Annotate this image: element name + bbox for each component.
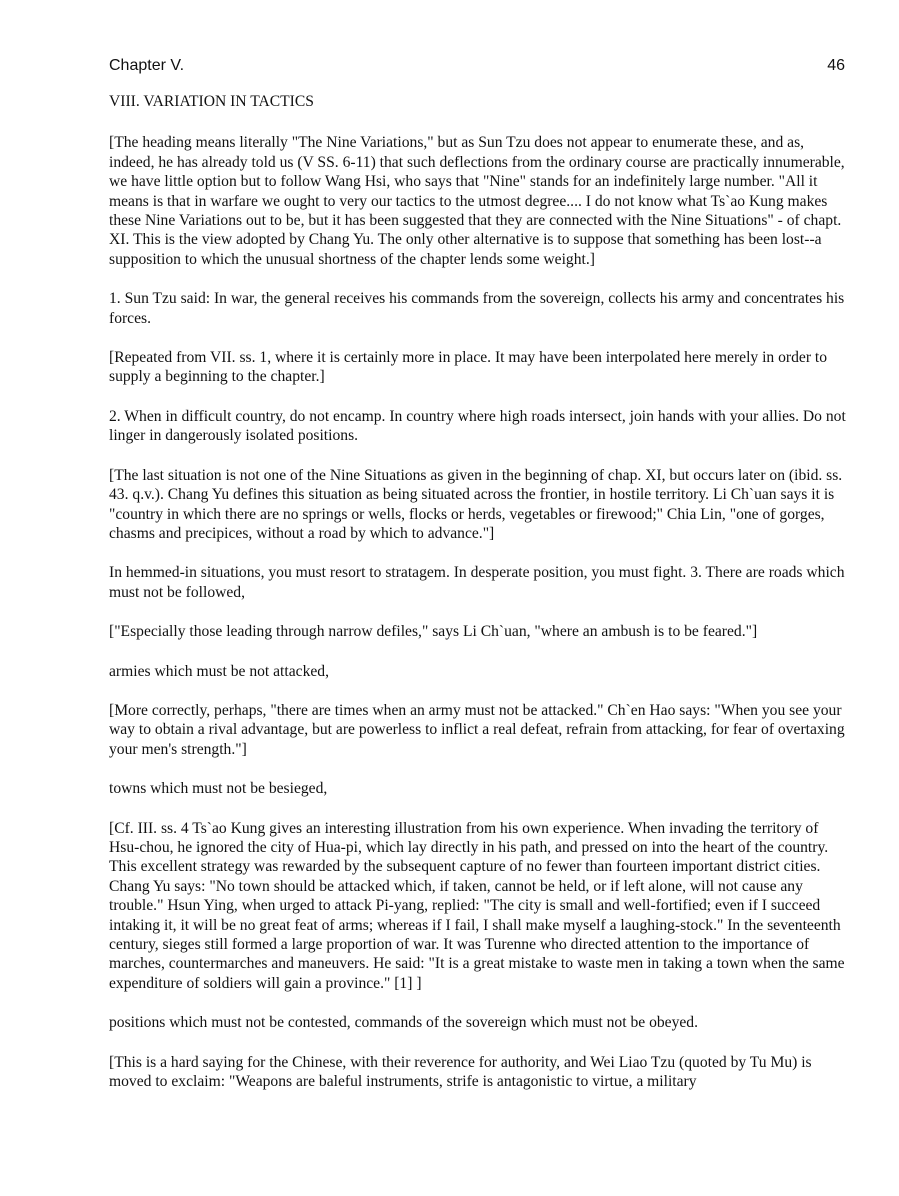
paragraph-verse-positions: positions which must not be contested, commands of the sovereign which must not be obeyed.: [109, 1014, 698, 1032]
paragraph-verse-3: In hemmed-in situations, you must resort to stratagem. In desperate position, you must fight. 3. There are roads which must not be followed,: [109, 564, 845, 601]
page-header: [109, 57, 845, 79]
paragraph-verse-1: 1. Sun Tzu said: In war, the general receives his commands from the sovereign, collects his army and concentrates his forces.: [109, 290, 845, 327]
paragraph-verse-2: 2. When in difficult country, do not encamp. In country where high roads intersect, join hands with your allies. Do not linger in dangerously isolated positions.: [109, 407, 846, 445]
paragraph-commentary-2: [The last situation is not one of the Nine Situations as given in the beginning of chap. XI, but occurs later on (ibid. ss. 43. q.v.). Chang Yu defines this situation as being situated across the frontier, in hostile territory. Li Ch`uan says it is "country in which there are no springs or wells, flocks or herds, vegetables or firewood;" Chia Lin, "one of gorges, chasms and precipices, without a road by which to advance."]: [109, 466, 843, 542]
paragraph-commentary-1: [Repeated from VII. ss. 1, where it is certainly more in place. It may have been interpolated here merely in order to supply a beginning to the chapter.]: [109, 349, 828, 386]
document-body: [109, 92, 849, 1111]
paragraph-verse-towns: towns which must not be besieged,: [109, 780, 328, 798]
paragraph-commentary-towns: [Cf. III. ss. 4 Ts`ao Kung gives an interesting illustration from his own experience. When invading the territory of Hsu-chou, he ignored the city of Hua-pi, which lay directly in his path, and pressed on into the heart of the country. This excellent strategy was rewarded by the subsequent capture of no fewer than fourteen important district cities. Chang Yu says: "No town should be attacked which, if taken, cannot be held, or if left alone, will not cause any trouble." Hsun Ying, when urged to attack Pi-yang, replied: "The city is small and well-fortified; even if I succeed intaking it, it will be no great feat of arms; whereas if I fail, I shall make myself a laughing-stock." In the seventeenth century, sieges still formed a large proportion of war. It was Turenne who directed attention to the importance of marches, countermarches and maneuvers. He said: "It is a great mistake to waste men in taking a town when the same expenditure of soldiers will gain a province." [1] ]: [109, 819, 845, 992]
paragraph-commentary-roads: ["Especially those leading through narrow defiles," says Li Ch`uan, "where an ambush is to be feared."]: [109, 623, 758, 641]
section-heading: VIII. VARIATION IN TACTICS: [109, 93, 314, 110]
chapter-title: Chapter V.: [109, 57, 185, 74]
paragraph-commentary-armies: [More correctly, perhaps, "there are times when an army must not be attacked." Ch`en Hao says: "When you see your way to obtain a rival advantage, but are powerless to inflict a real defeat, refrain from attacking, for fear of overtaxing your men's strength."]: [109, 701, 845, 758]
paragraph-commentary-heading: [The heading means literally "The Nine Variations," but as Sun Tzu does not appear to enumerate these, and as, indeed, he has already told us (V SS. 6-11) that such deflections from the ordinary course are practically innumerable, we have little option but to follow Wang Hsi, who says that "Nine" stands for an indefinitely large number. "All it means is that in warfare we ought to very our tactics to the utmost degree.... I do not know what Ts`ao Kung makes these Nine Variations out to be, but it has been suggested that they are connected with the Nine Situations" - of chapt. XI. This is the view adopted by Chang Yu. The only other alternative is to suppose that something has been lost--a supposition to which the unusual shortness of the chapter lends some weight.]: [109, 134, 845, 268]
paragraph-commentary-sovereign: [This is a hard saying for the Chinese, with their reverence for authority, and Wei Liao Tzu (quoted by Tu Mu) is moved to exclaim: "Weapons are baleful instruments, strife is antagonistic to virtue, a military: [109, 1053, 812, 1091]
paragraph-verse-armies: armies which must be not attacked,: [109, 662, 329, 680]
page-number: 46: [827, 57, 845, 74]
